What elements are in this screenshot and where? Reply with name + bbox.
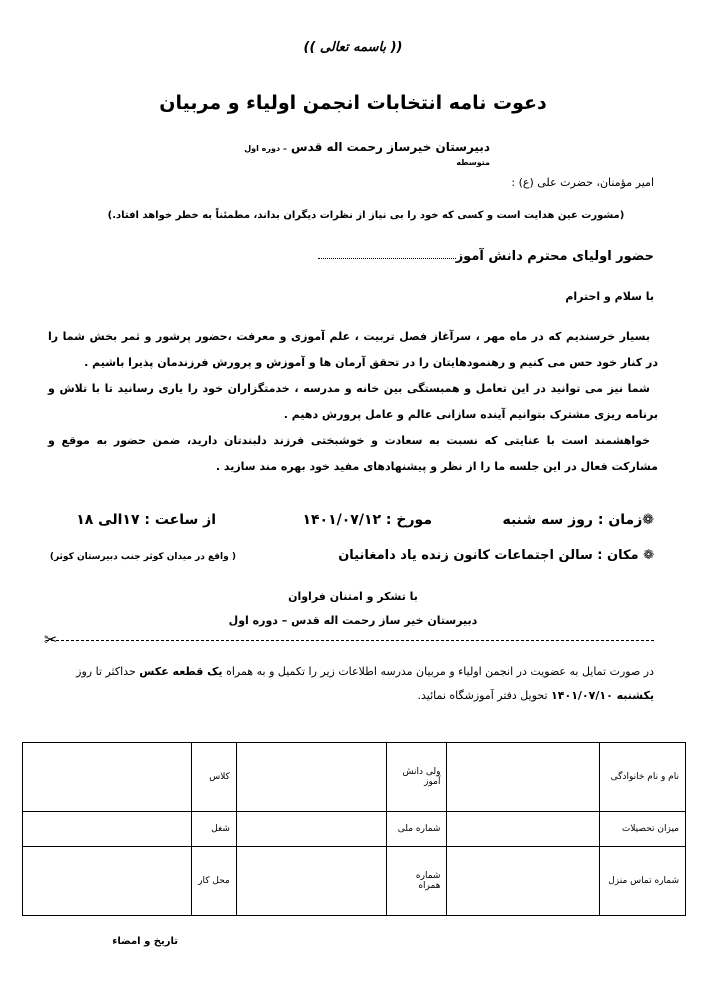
- meeting-place-detail: ( واقع در میدان کوثر جنب دبیرستان کوثر): [49, 552, 236, 562]
- photo-requirement: یک قطعه عکس: [139, 665, 223, 678]
- instructions-part-3: تحویل دفتر آموزشگاه نمائید.: [417, 689, 548, 702]
- label-job: شغل: [191, 811, 236, 847]
- body-paragraph-3: خواهشمند است با عنایتی که نسبت به سعادت و خوشبختی فرزند دلبندتان دارید، ضمن حضور به موقع و مشارکت فعال در این جلسه ما را از نظر و پیشنهادهای مفید خود بهره مند سازید .: [48, 434, 658, 473]
- label-mobile: شماره همراه: [387, 847, 447, 916]
- closing-signature: دبیرستان خیر ساز رحمت اله قدس – دوره اول: [228, 614, 478, 627]
- input-workplace[interactable]: [23, 847, 192, 916]
- label-workplace: محل کار: [191, 847, 236, 916]
- label-home-phone: شماره تماس منزل: [600, 847, 686, 916]
- quote-intro: امیر مؤمنان، حضرت علی (ع) :: [511, 176, 654, 189]
- meeting-day: ❁زمان : روز سه شنبه: [502, 512, 654, 528]
- input-national-id[interactable]: [236, 811, 386, 847]
- input-full-name[interactable]: [447, 743, 600, 812]
- input-class[interactable]: [23, 743, 192, 812]
- letter-body: [48, 324, 658, 480]
- input-job[interactable]: [23, 811, 192, 847]
- membership-form-table: [22, 742, 686, 916]
- label-national-id: شماره ملی: [387, 811, 447, 847]
- blessing-header: (( باسمه تعالی )): [303, 40, 403, 55]
- quote-text: (مشورت عین هدایت است و کسی که خود را بی نیاز از نظرات دیگران بداند، مطمئناً به خطر خواهد افتاد.): [107, 210, 625, 221]
- student-name-blank: [318, 258, 456, 259]
- salutation: با سلام و احترام: [565, 290, 654, 303]
- label-student-guardian: ولی دانش آموز: [387, 743, 447, 812]
- date-and-signature: تاریخ و امضاء: [112, 936, 178, 947]
- label-class: کلاس: [191, 743, 236, 812]
- input-student-guardian[interactable]: [236, 743, 386, 812]
- label-full-name: نام و نام خانوادگی: [600, 743, 686, 812]
- instructions-part-2: حداکثر تا روز: [76, 665, 136, 678]
- meeting-place: ❁ مکان : سالن اجتماعات کانون زنده یاد دامغانیان: [338, 548, 654, 563]
- table-row: [23, 847, 686, 916]
- input-home-phone[interactable]: [447, 847, 600, 916]
- input-education[interactable]: [447, 811, 600, 847]
- school-name-line: [230, 140, 490, 168]
- input-mobile[interactable]: [236, 847, 386, 916]
- table-row: [23, 811, 686, 847]
- page-title: دعوت نامه انتخابات انجمن اولیاء و مربیان: [159, 92, 547, 114]
- addressee-line: حضور اولیای محترم دانش آموز: [455, 249, 654, 264]
- meeting-time-line: [48, 512, 654, 534]
- deadline-day: یکشنبه ۱۴۰۱/۰۷/۱۰: [551, 689, 654, 702]
- body-paragraph-1: بسیار خرسندیم که در ماه مهر ، سرآغاز فصل تربیت ، علم آموزی و معرفت ،حضور پرشور و ثمر بخش شما را در کنار خود حس می کنیم و رهنمودهایتان را در تحقق آرمان ها و آموزش و پرورش فرزندمان پذیرا باشیم .: [48, 330, 658, 369]
- meeting-date: مورخ : ۱۴۰۱/۰۷/۱۲: [302, 512, 432, 528]
- instructions-part-1: در صورت تمایل به عضویت در انجمن اولیاء و مربیان مدرسه اطلاعات زیر را تکمیل و به همراه: [226, 665, 654, 678]
- school-name: دبیرستان خیرساز رحمت اله قدس: [291, 140, 490, 154]
- cut-line: [46, 640, 654, 641]
- meeting-hours: از ساعت : ۱۷الی ۱۸: [76, 512, 216, 528]
- body-paragraph-2: شما نیز می توانید در این تعامل و همبستگی بین خانه و مدرسه ، خدمتگزاران خود را یاری رسانید تا با تلاش و برنامه ریزی مشترک بتوانیم آینده سازانی عالم و عامل پرورش دهیم .: [48, 382, 658, 421]
- form-instructions: [44, 660, 654, 708]
- label-education: میزان تحصیلات: [600, 811, 686, 847]
- school-suffix: – دوره اول متوسطه: [244, 144, 490, 167]
- scissors-icon: ✂: [44, 630, 58, 649]
- closing-thanks: با تشکر و امتنان فراوان: [288, 590, 418, 603]
- table-row: [23, 743, 686, 812]
